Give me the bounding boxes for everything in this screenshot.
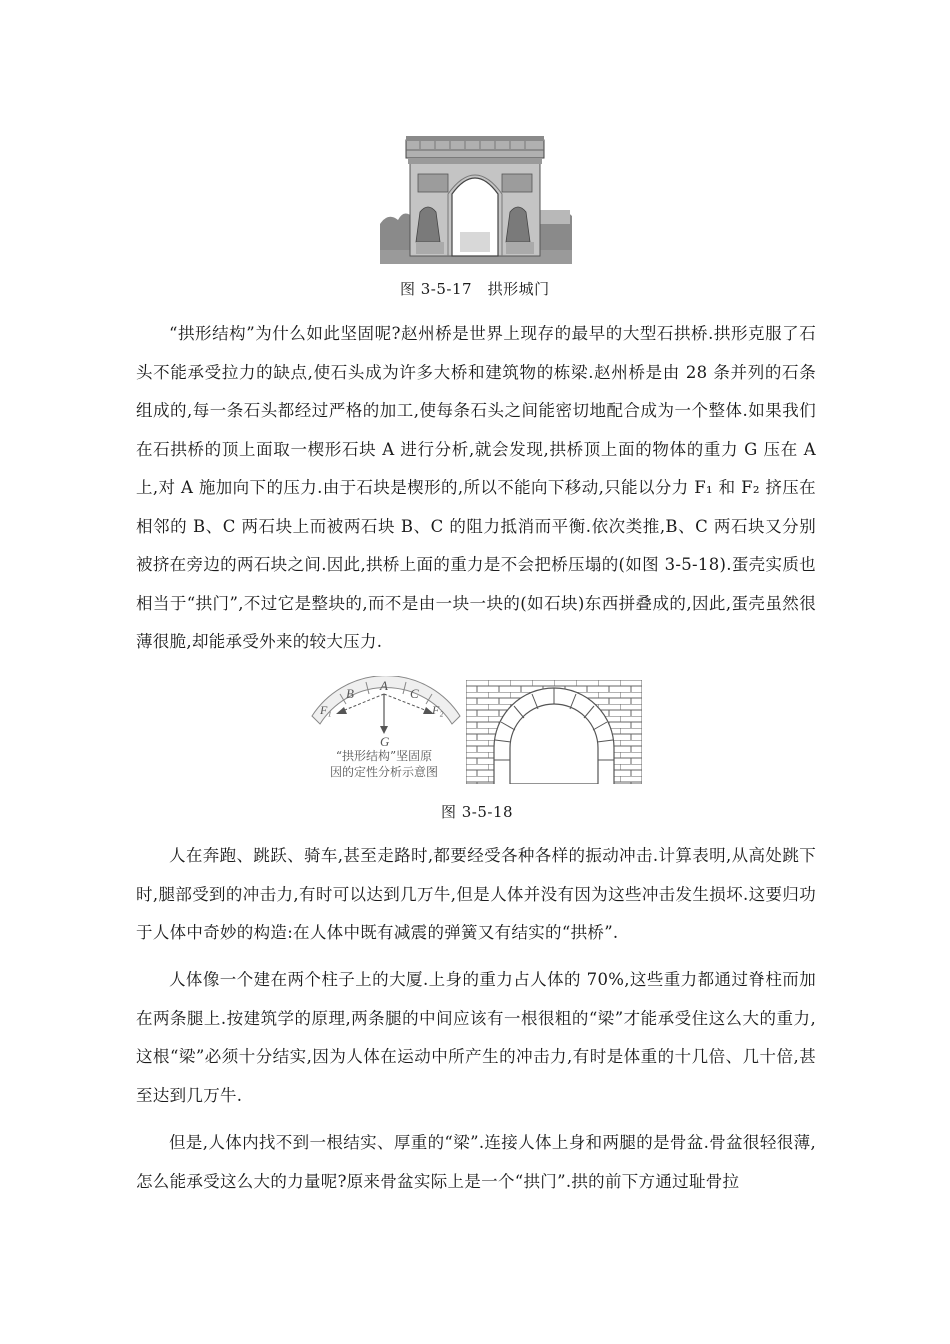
paragraph-text: 人体像一个建在两个柱子上的大厦.上身的重力占人体的 70%,这些重力都通过脊柱而加在两条腿上.按建筑学的原理,两条腿的中间应该有一根很粗的“梁”才能承受住这么大的重力,这根“梁”必须十分结实,因为人体在运动中所产生的冲击力,有时是体重的十几倍、几十倍,甚至达到几万牛. — [136, 970, 816, 1105]
paragraph-human-building — [136, 961, 816, 1115]
brick-arch-illustration — [466, 680, 642, 784]
paragraph-arch-structure — [136, 315, 816, 662]
figure-caption-arch-gate: 图 3-5-17 拱形城门 — [400, 280, 550, 298]
label-b: B — [346, 686, 354, 701]
label-f2: F₂ — [432, 703, 444, 717]
diagram-caption — [306, 748, 462, 780]
paragraph-impact — [136, 837, 816, 953]
label-f1: F₁ — [320, 703, 332, 717]
paragraph-text: “拱形结构”为什么如此坚固呢?赵州桥是世界上现存的最早的大型石拱桥.拱形克服了石头不能承受拉力的缺点,使石头成为许多大桥和建筑物的栋梁.赵州桥是由 28 条并列的石条组成的,每一条石头都经过严格的加工,使每条石头之间能密切地配合成为一个整体.如果我们在石拱桥的顶上面取一楔形石块 A 进行分析,就会发现,拱桥顶上面的物体的重力 G 压在 A 上,对 A 施加向下的压力.由于石块是楔形的,所以不能向下移动,只能以分力 F₁ 和 F₂ 挤压在相邻的 B、C 两石块上而被两石块 B、C 的阻力抵消而平衡.依次类推,B、C 两石块又分别被挤在旁边的两石块之间.因此,拱桥上面的重力是不会把桥压塌的(如图 3-5-18).蛋壳实质也相当于“拱门”,不过它是整块的,而不是由一块一块的(如石块)东西拼叠成的,因此,蛋壳虽然很薄很脆,却能承受外来的较大压力. — [136, 324, 816, 651]
label-g: G — [380, 734, 390, 749]
figure-caption-arch-diagram: 图 3-5-18 — [441, 803, 514, 821]
paragraph-pelvis — [136, 1124, 816, 1201]
label-a: A — [380, 678, 388, 693]
arch-gate-photo — [380, 132, 572, 264]
label-c: C — [410, 686, 419, 701]
paragraph-text: 人在奔跑、跳跃、骑车,甚至走路时,都要经受各种各样的振动冲击.计算表明,从高处跳下时,腿部受到的冲击力,有时可以达到几万牛,但是人体并没有因为这些冲击发生损坏.这要归功于人体中奇妙的构造:在人体中既有减震的弹簧又有结实的“拱桥”. — [136, 846, 816, 942]
diagram-caption-line2: 因的定性分析示意图 — [329, 765, 438, 779]
paragraph-text: 但是,人体内找不到一根结实、厚重的“梁”.连接人体上身和两腿的是骨盆.骨盆很轻很薄,怎么能承受这么大的力量呢?原来骨盆实际上是一个“拱门”.拱的前下方通过耻骨拉 — [136, 1133, 816, 1191]
diagram-caption-line1: “拱形结构”坚固原 — [335, 749, 433, 763]
